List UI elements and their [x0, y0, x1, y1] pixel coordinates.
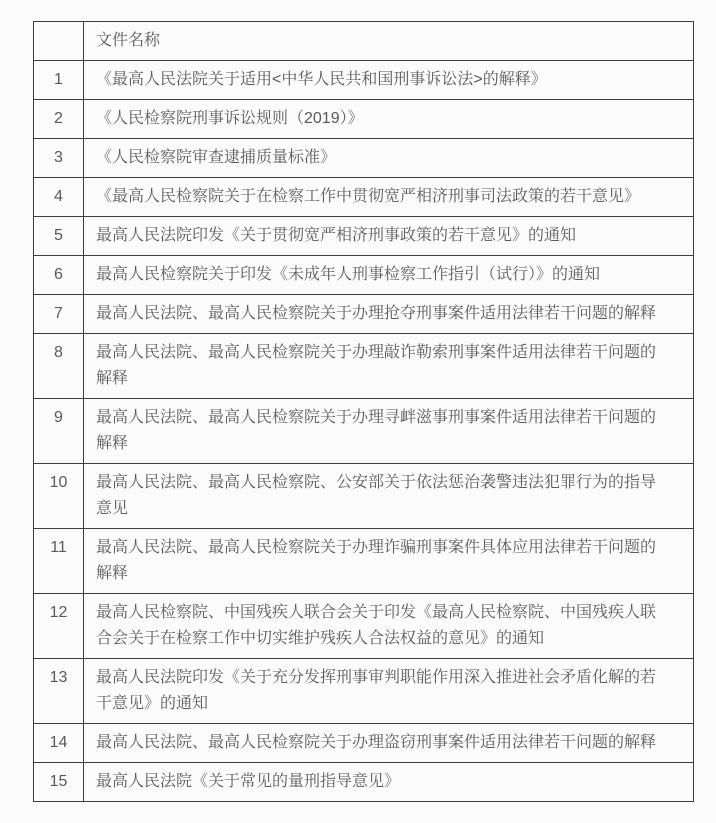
table-row: [34, 178, 694, 217]
document-name: 最高人民法院、最高人民检察院关于办理寻衅滋事刑事案件适用法律若干问题的解释: [84, 399, 694, 464]
table-row: [34, 100, 694, 139]
row-index: 6: [34, 256, 84, 295]
table-row: [34, 217, 694, 256]
row-index: 4: [34, 178, 84, 217]
table-row: [34, 464, 694, 529]
table-row: [34, 399, 694, 464]
row-index: 5: [34, 217, 84, 256]
row-index: 3: [34, 139, 84, 178]
document-name: 《人民检察院审查逮捕质量标准》: [84, 139, 694, 178]
row-index: 15: [34, 763, 84, 802]
row-index: 1: [34, 61, 84, 100]
table-row: [34, 763, 694, 802]
document-name: 最高人民法院、最高人民检察院关于办理诈骗刑事案件具体应用法律若干问题的解释: [84, 529, 694, 594]
table-row: [34, 256, 694, 295]
document-name: 最高人民法院印发《关于充分发挥刑事审判职能作用深入推进社会矛盾化解的若干意见》的通知: [84, 659, 694, 724]
row-index: 12: [34, 594, 84, 659]
table-row: [34, 659, 694, 724]
table-body: [34, 61, 694, 802]
table-row: [34, 724, 694, 763]
row-index: 2: [34, 100, 84, 139]
document-name: 最高人民法院、最高人民检察院关于办理盗窃刑事案件适用法律若干问题的解释: [84, 724, 694, 763]
document-name: 最高人民法院、最高人民检察院关于办理抢夺刑事案件适用法律若干问题的解释: [84, 295, 694, 334]
row-index: 9: [34, 399, 84, 464]
document-name: 最高人民检察院关于印发《未成年人刑事检察工作指引（试行）》的通知: [84, 256, 694, 295]
document-name: 最高人民法院、最高人民检察院关于办理敲诈勒索刑事案件适用法律若干问题的解释: [84, 334, 694, 399]
document-name: 最高人民法院、最高人民检察院、公安部关于依法惩治袭警违法犯罪行为的指导意见: [84, 464, 694, 529]
document-name: 最高人民法院《关于常见的量刑指导意见》: [84, 763, 694, 802]
row-index: 13: [34, 659, 84, 724]
table-row: [34, 139, 694, 178]
table-row: [34, 334, 694, 399]
name-column-header: 文件名称: [84, 22, 694, 61]
table-row: [34, 594, 694, 659]
document-name: 最高人民法院印发《关于贯彻宽严相济刑事政策的若干意见》的通知: [84, 217, 694, 256]
document-name: 最高人民检察院、中国残疾人联合会关于印发《最高人民检察院、中国残疾人联合会关于在检察工作中切实维护残疾人合法权益的意见》的通知: [84, 594, 694, 659]
row-index: 11: [34, 529, 84, 594]
row-index: 8: [34, 334, 84, 399]
document-name: 《最高人民法院关于适用<中华人民共和国刑事诉讼法>的解释》: [84, 61, 694, 100]
table-row: [34, 529, 694, 594]
documents-table: [33, 21, 694, 802]
index-column-header: [34, 22, 84, 61]
table-row: [34, 295, 694, 334]
document-name: 《人民检察院刑事诉讼规则（2019）》: [84, 100, 694, 139]
header-row: [34, 22, 694, 61]
document-name: 《最高人民检察院关于在检察工作中贯彻宽严相济刑事司法政策的若干意见》: [84, 178, 694, 217]
row-index: 10: [34, 464, 84, 529]
row-index: 14: [34, 724, 84, 763]
table-row: [34, 61, 694, 100]
row-index: 7: [34, 295, 84, 334]
